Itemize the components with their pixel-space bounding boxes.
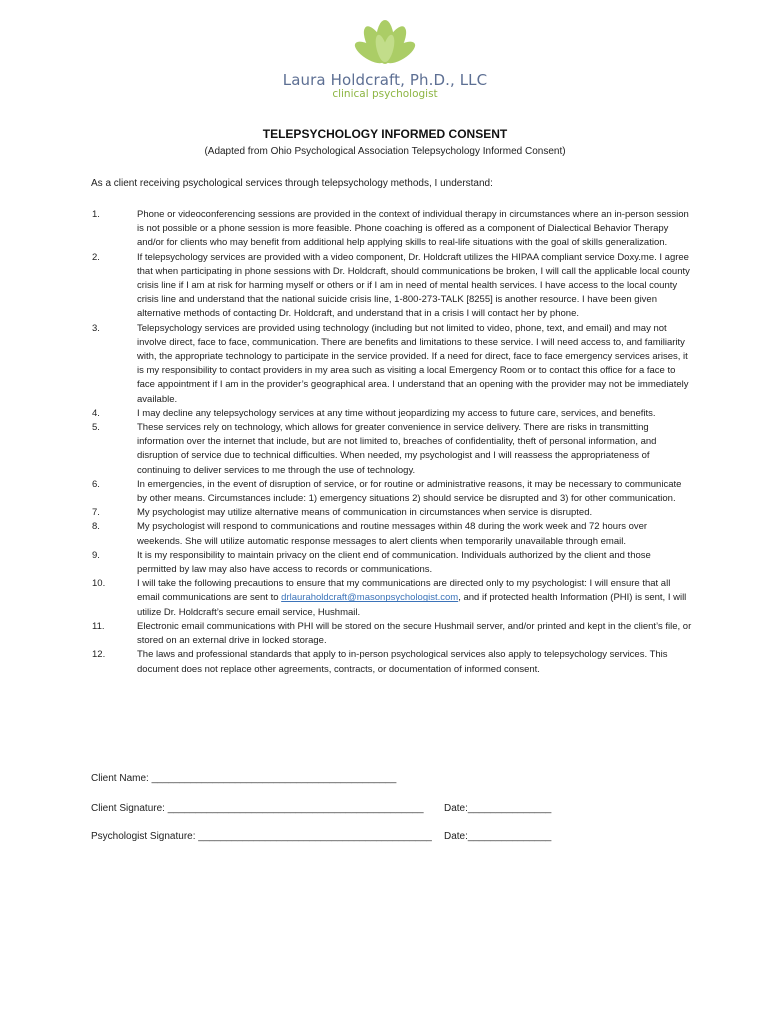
intro-text: As a client receiving psychological services through telepsychology methods, I understand: bbox=[91, 178, 493, 189]
client-date-field[interactable]: Date:_______________ bbox=[444, 803, 552, 814]
client-name-line bbox=[91, 773, 396, 784]
item-number: 8. bbox=[92, 521, 100, 533]
item-text: Electronic email communications with PHI will be stored on the secure Hushmail server, and/or printed and kept in the client’s file, or stored on an external drive in locked storage. bbox=[137, 620, 692, 647]
item-text-start: I will take the following precautions to ensure that my communications are directed only to my psychologist: I will ensure that all email communications are sent to bbox=[137, 578, 671, 604]
list-item bbox=[92, 520, 692, 548]
item-number: 3. bbox=[92, 322, 100, 334]
item-text: In emergencies, in the event of disruption of service, or for routine or administrative reasons, it may be necessary to communicate by other means. Circumstances include: 1) emergency situations 2) should service be disrupted and 3) for other communication. bbox=[137, 478, 682, 505]
letterhead bbox=[0, 18, 770, 100]
list-item bbox=[92, 478, 692, 506]
item-text: If telepsychology services are provided with a video component, Dr. Holdcraft utilizes the HIPAA compliant service Doxy.me. I agree that when participating in phone sessions with Dr. Holdcraft, should communications be broken, I will call the applicable local county crisis line if I am at risk for harming myself or others or if I am in need of mental health services. I have access to the local county crisis line and understand that the national suicide crisis line, 1-800-273-TALK [8255] is another resource. I have been given alternative methods of contacting Dr. Holdcraft, and understand that in a crisis I will contact her by phone. bbox=[137, 251, 690, 320]
list-item bbox=[92, 620, 692, 648]
psychologist-signature-field[interactable]: Psychologist Signature: __________________________________________ bbox=[91, 831, 432, 842]
item-text: Phone or videoconferencing sessions are provided in the context of individual therapy in circumstances where an in-person session is not possible or a phone session is more feasible. Phone coaching is offered as a component of Dialectical Behavior Therapy and/or for clients who may benefit from additional help applying skills to real-life situations with the goal of skills generalization. bbox=[137, 209, 689, 249]
list-item bbox=[92, 648, 692, 676]
item-number: 5. bbox=[92, 422, 100, 434]
document-title: TELEPSYCHOLOGY INFORMED CONSENT bbox=[262, 127, 508, 141]
list-item bbox=[92, 322, 692, 407]
item-text: These services rely on technology, which allows for greater convenience in service delivery. There are risks in transmitting information over the internet that include, but are not limited to, breaches of confidentiality, theft of personal information, and disruption of service due to technical difficulties. When needed, my psychologist and I will reassess the appropriateness of continuing to deliver services to me through the use of technology. bbox=[137, 422, 657, 476]
document-subtitle: (Adapted from Ohio Psychological Association Telepsychology Informed Consent) bbox=[204, 146, 566, 157]
item-text: My psychologist will respond to communications and routine messages within 48 during the work week and 72 hours over weekends. She will utilize automatic response messages to alert clients when temporarily unavailable through email. bbox=[137, 521, 648, 547]
list-item bbox=[92, 208, 692, 251]
list-item bbox=[92, 577, 692, 620]
list-item bbox=[92, 421, 692, 478]
client-signature-line bbox=[91, 803, 552, 814]
list-item bbox=[92, 506, 692, 520]
item-text-end: , and if protected health Information (PHI) is sent, I will utilize Dr. Holdcraft’s secure email service, Hushmail. bbox=[137, 592, 687, 618]
list-item bbox=[92, 549, 692, 577]
item-number: 7. bbox=[92, 507, 100, 519]
psychologist-signature-line bbox=[91, 831, 552, 842]
item-number: 2. bbox=[92, 251, 100, 263]
brand-name: Laura Holdcraft, Ph.D., LLC bbox=[282, 71, 488, 89]
item-text: My psychologist may utilize alternative means of communication in circumstances when service is disrupted. bbox=[137, 507, 593, 519]
item-number: 6. bbox=[92, 478, 100, 490]
item-text bbox=[137, 577, 692, 620]
consent-list bbox=[92, 208, 692, 677]
item-number: 12. bbox=[92, 649, 106, 661]
item-text: I may decline any telepsychology services at any time without jeopardizing my access to future care, services, and benefits. bbox=[137, 407, 656, 419]
email-link[interactable]: drlauraholdcraft@masonpsychologist.com bbox=[281, 592, 459, 604]
psychologist-date-field[interactable]: Date:_______________ bbox=[444, 831, 552, 842]
item-text: Telepsychology services are provided using technology (including but not limited to video, phone, text, and email) and may not involve direct, face to face, communication. There are benefits and limitations to these service. I will need access to, and familiarity with, the appropriate technology to participate in the service provided. If a need for direct, face to face emergency services arises, it is my responsibility to contact providers in my area such as visiting a local Emergency Room or to contact this office for a face to face appointment if I am in the provider’s geographical area. I understand that an opening with the provider may not be immediately available. bbox=[137, 322, 689, 405]
lotus-icon bbox=[340, 18, 430, 70]
list-item bbox=[92, 251, 692, 322]
item-text: It is my responsibility to maintain privacy on the client end of communication. Individuals authorized by the client and those permitted by law may also have access to records or communications. bbox=[137, 549, 651, 576]
item-number: 10. bbox=[92, 578, 106, 590]
client-name-field[interactable]: Client Name: ____________________________________________ bbox=[91, 773, 397, 784]
list-item bbox=[92, 407, 692, 421]
item-number: 1. bbox=[92, 209, 100, 220]
item-number: 4. bbox=[92, 407, 100, 419]
item-number: 11. bbox=[92, 620, 105, 632]
item-number: 9. bbox=[92, 549, 100, 561]
item-text: The laws and professional standards that apply to in-person psychological services also apply to telepsychology services. This document does not replace other agreements, contracts, or documentation of informed consent. bbox=[137, 649, 668, 675]
brand-subtitle: clinical psychologist bbox=[332, 88, 438, 100]
client-signature-field[interactable]: Client Signature: ______________________________________________ bbox=[91, 803, 424, 814]
